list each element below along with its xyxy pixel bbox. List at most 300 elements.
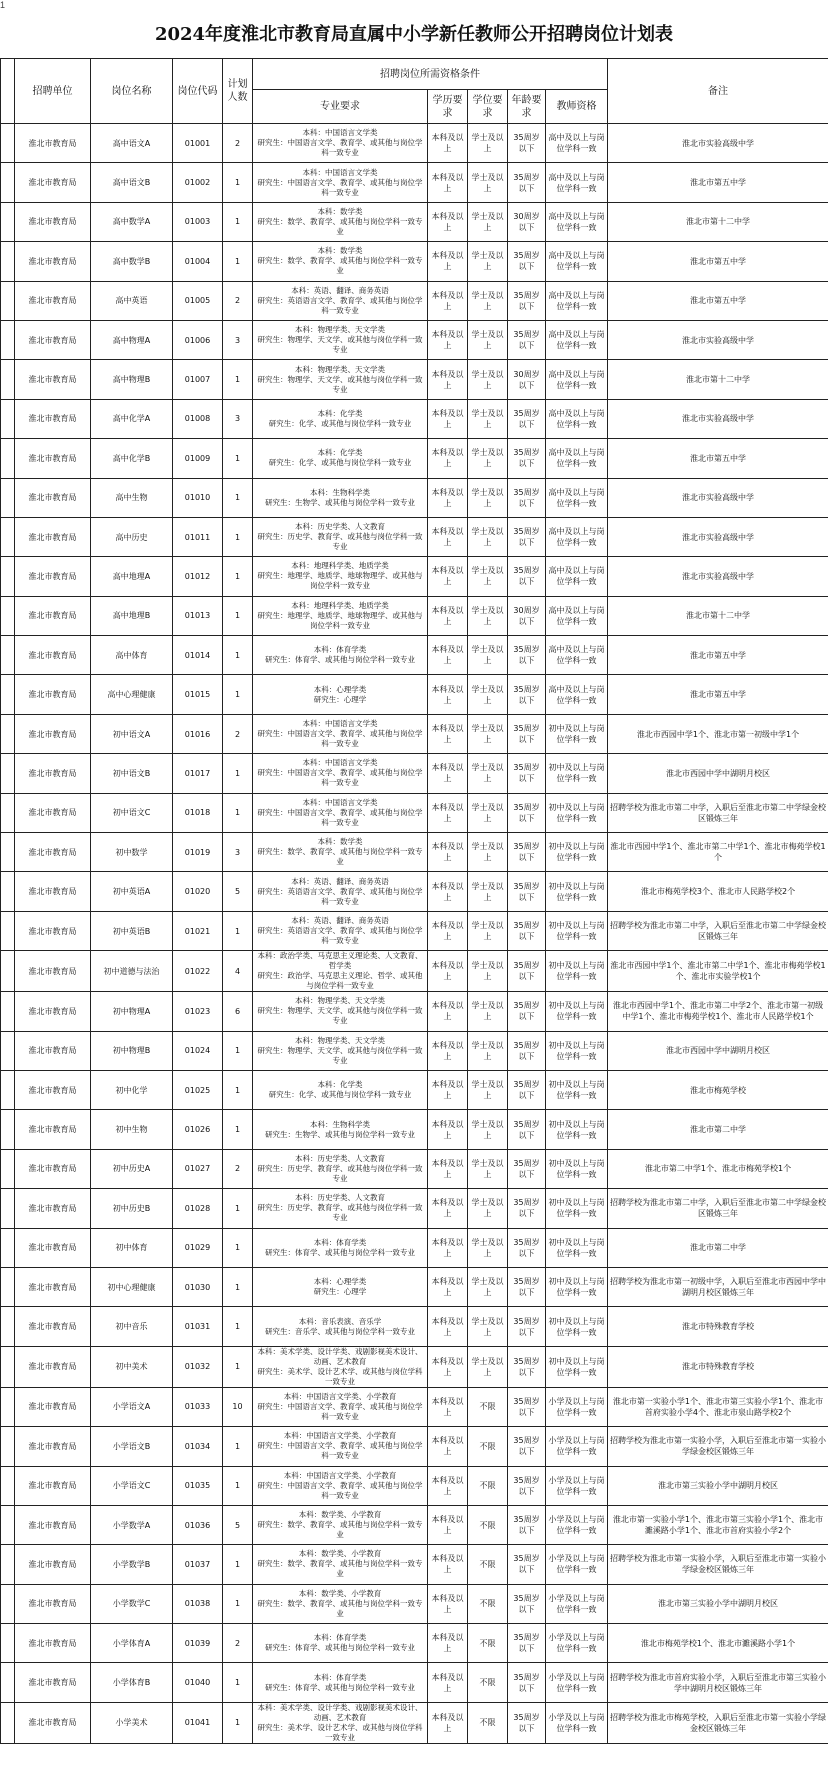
table-row	[1, 1070, 828, 1109]
cell-degree: 不限	[468, 1505, 508, 1544]
cell-position: 初中物理A	[91, 992, 173, 1031]
title-area	[0, 10, 828, 58]
cell-unit: 淮北市教育局	[15, 399, 91, 438]
cell-degree: 学士及以上	[468, 992, 508, 1031]
cell-unit: 淮北市教育局	[15, 1070, 91, 1109]
cell-code: 01039	[173, 1624, 223, 1663]
cell-education: 本科及以上	[428, 1228, 468, 1267]
cell-education: 本科及以上	[428, 1110, 468, 1149]
cell-education: 本科及以上	[428, 714, 468, 753]
cell-age: 35周岁以下	[508, 754, 546, 793]
cell-position: 小学语文B	[91, 1427, 173, 1466]
cell-degree: 学士及以上	[468, 124, 508, 163]
header-position: 岗位名称	[91, 59, 173, 124]
cell-code: 01009	[173, 439, 223, 478]
cell-index	[1, 793, 15, 832]
table-row	[1, 1663, 828, 1702]
cell-position: 高中生物	[91, 478, 173, 517]
table-row	[1, 439, 828, 478]
cell-code: 01025	[173, 1070, 223, 1109]
cell-remark: 淮北市第五中学	[608, 163, 828, 202]
cell-index	[1, 714, 15, 753]
cell-plan: 1	[223, 754, 253, 793]
cell-education: 本科及以上	[428, 439, 468, 478]
cell-age: 35周岁以下	[508, 636, 546, 675]
cell-degree: 不限	[468, 1702, 508, 1743]
cell-education: 本科及以上	[428, 872, 468, 911]
cell-degree: 学士及以上	[468, 281, 508, 320]
cell-education: 本科及以上	[428, 1545, 468, 1584]
cell-plan: 5	[223, 872, 253, 911]
cell-position: 高中物理B	[91, 360, 173, 399]
table-row	[1, 1110, 828, 1149]
cell-age: 35周岁以下	[508, 1545, 546, 1584]
table-row	[1, 517, 828, 556]
cell-index	[1, 1505, 15, 1544]
cell-age: 35周岁以下	[508, 793, 546, 832]
cell-education: 本科及以上	[428, 517, 468, 556]
cell-remark: 招聘学校为淮北市第二中学，入职后至淮北市第二中学绿金校区锻炼三年	[608, 1189, 828, 1228]
cell-plan: 1	[223, 1267, 253, 1306]
table-row	[1, 202, 828, 241]
cell-cert: 初中及以上与岗位学科一致	[546, 911, 608, 950]
cell-degree: 学士及以上	[468, 911, 508, 950]
cell-degree: 不限	[468, 1584, 508, 1623]
cell-index	[1, 1466, 15, 1505]
cell-remark: 淮北市第五中学	[608, 636, 828, 675]
cell-major: 本科：物理学类、天文学类 研究生：物理学、天文学、或其他与岗位学科一致专业	[253, 360, 428, 399]
cell-major: 本科：物理学类、天文学类 研究生：物理学、天文学、或其他与岗位学科一致专业	[253, 992, 428, 1031]
cell-unit: 淮北市教育局	[15, 1346, 91, 1387]
cell-position: 初中语文A	[91, 714, 173, 753]
cell-unit: 淮北市教育局	[15, 1307, 91, 1346]
cell-cert: 初中及以上与岗位学科一致	[546, 992, 608, 1031]
cell-code: 01004	[173, 242, 223, 281]
cell-unit: 淮北市教育局	[15, 517, 91, 556]
table-row	[1, 360, 828, 399]
cell-plan: 1	[223, 202, 253, 241]
table-row	[1, 281, 828, 320]
cell-unit: 淮北市教育局	[15, 951, 91, 992]
cell-index	[1, 675, 15, 714]
cell-remark: 淮北市西园中学1个、淮北市第一初级中学1个	[608, 714, 828, 753]
cell-code: 01040	[173, 1663, 223, 1702]
cell-cert: 初中及以上与岗位学科一致	[546, 1228, 608, 1267]
cell-education: 本科及以上	[428, 754, 468, 793]
cell-remark: 淮北市第十二中学	[608, 596, 828, 635]
cell-age: 35周岁以下	[508, 833, 546, 872]
cell-unit: 淮北市教育局	[15, 872, 91, 911]
cell-cert: 小学及以上与岗位学科一致	[546, 1624, 608, 1663]
cell-code: 01003	[173, 202, 223, 241]
cell-plan: 1	[223, 911, 253, 950]
header-education: 学历要求	[428, 90, 468, 124]
cell-age: 35周岁以下	[508, 1427, 546, 1466]
cell-remark: 淮北市第五中学	[608, 242, 828, 281]
cell-position: 高中心理健康	[91, 675, 173, 714]
cell-degree: 不限	[468, 1663, 508, 1702]
cell-code: 01024	[173, 1031, 223, 1070]
cell-plan: 2	[223, 1624, 253, 1663]
header-conditions: 招聘岗位所需资格条件	[253, 59, 608, 90]
cell-age: 35周岁以下	[508, 1031, 546, 1070]
cell-degree: 不限	[468, 1545, 508, 1584]
cell-position: 初中心理健康	[91, 1267, 173, 1306]
cell-plan: 2	[223, 1149, 253, 1188]
cell-age: 35周岁以下	[508, 951, 546, 992]
cell-position: 小学语文A	[91, 1387, 173, 1426]
cell-index	[1, 1663, 15, 1702]
recruitment-table	[0, 58, 828, 1744]
cell-remark: 淮北市实验高级中学	[608, 320, 828, 359]
cell-cert: 初中及以上与岗位学科一致	[546, 1031, 608, 1070]
cell-code: 01015	[173, 675, 223, 714]
cell-age: 35周岁以下	[508, 1110, 546, 1149]
cell-code: 01012	[173, 557, 223, 596]
cell-age: 35周岁以下	[508, 1584, 546, 1623]
cell-education: 本科及以上	[428, 793, 468, 832]
cell-code: 01007	[173, 360, 223, 399]
cell-degree: 学士及以上	[468, 1189, 508, 1228]
cell-degree: 学士及以上	[468, 1267, 508, 1306]
cell-remark: 淮北市西园中学1个、淮北市第二中学2个、淮北市第一初级中学1个、淮北市梅苑学校1个、淮北市人民路学校1个	[608, 992, 828, 1031]
cell-plan: 10	[223, 1387, 253, 1426]
cell-cert: 初中及以上与岗位学科一致	[546, 714, 608, 753]
cell-education: 本科及以上	[428, 636, 468, 675]
cell-education: 本科及以上	[428, 1624, 468, 1663]
cell-index	[1, 439, 15, 478]
cell-plan: 1	[223, 163, 253, 202]
cell-plan: 1	[223, 1189, 253, 1228]
cell-education: 本科及以上	[428, 1189, 468, 1228]
cell-degree: 学士及以上	[468, 478, 508, 517]
cell-major: 本科：历史学类、人文教育 研究生：历史学、教育学、或其他与岗位学科一致专业	[253, 1149, 428, 1188]
cell-position: 初中美术	[91, 1346, 173, 1387]
cell-major: 本科：中国语言文学类、小学教育 研究生：中国语言文学、教育学、或其他与岗位学科一致专业	[253, 1387, 428, 1426]
cell-education: 本科及以上	[428, 1584, 468, 1623]
cell-position: 初中英语B	[91, 911, 173, 950]
cell-cert: 小学及以上与岗位学科一致	[546, 1466, 608, 1505]
cell-plan: 5	[223, 1505, 253, 1544]
cell-age: 35周岁以下	[508, 320, 546, 359]
cell-major: 本科：数学类、小学教育 研究生：数学、教育学、或其他与岗位学科一致专业	[253, 1505, 428, 1544]
cell-position: 初中道德与法治	[91, 951, 173, 992]
cell-remark: 淮北市第三实验小学中湖明月校区	[608, 1466, 828, 1505]
cell-index	[1, 1031, 15, 1070]
cell-major: 本科：中国语言文学类、小学教育 研究生：中国语言文学、教育学、或其他与岗位学科一致专业	[253, 1427, 428, 1466]
cell-unit: 淮北市教育局	[15, 1466, 91, 1505]
cell-remark: 淮北市第五中学	[608, 439, 828, 478]
cell-unit: 淮北市教育局	[15, 1189, 91, 1228]
cell-unit: 淮北市教育局	[15, 1663, 91, 1702]
cell-age: 35周岁以下	[508, 911, 546, 950]
cell-position: 小学美术	[91, 1702, 173, 1743]
cell-unit: 淮北市教育局	[15, 1267, 91, 1306]
cell-plan: 1	[223, 1663, 253, 1702]
cell-code: 01002	[173, 163, 223, 202]
cell-remark: 淮北市梅苑学校	[608, 1070, 828, 1109]
cell-code: 01005	[173, 281, 223, 320]
cell-degree: 学士及以上	[468, 439, 508, 478]
cell-position: 高中语文A	[91, 124, 173, 163]
cell-unit: 淮北市教育局	[15, 557, 91, 596]
cell-plan: 1	[223, 1031, 253, 1070]
cell-code: 01038	[173, 1584, 223, 1623]
cell-plan: 1	[223, 557, 253, 596]
cell-unit: 淮北市教育局	[15, 992, 91, 1031]
cell-index	[1, 992, 15, 1031]
cell-education: 本科及以上	[428, 992, 468, 1031]
cell-major: 本科：数学类、小学教育 研究生：数学、教育学、或其他与岗位学科一致专业	[253, 1584, 428, 1623]
cell-code: 01014	[173, 636, 223, 675]
header-unit: 招聘单位	[15, 59, 91, 124]
cell-position: 初中语文C	[91, 793, 173, 832]
cell-remark: 招聘学校为淮北市第二中学，入职后至淮北市第二中学绿金校区锻炼三年	[608, 793, 828, 832]
cell-remark: 淮北市第十二中学	[608, 360, 828, 399]
cell-remark: 招聘学校为淮北市第一实验小学，入职后至淮北市第一实验小学绿金校区锻炼三年	[608, 1427, 828, 1466]
cell-index	[1, 320, 15, 359]
sheet-tag: 1	[0, 0, 6, 10]
cell-cert: 初中及以上与岗位学科一致	[546, 754, 608, 793]
cell-plan: 3	[223, 833, 253, 872]
cell-unit: 淮北市教育局	[15, 360, 91, 399]
header-plan: 计划人数	[223, 59, 253, 124]
cell-index	[1, 596, 15, 635]
cell-position: 高中数学B	[91, 242, 173, 281]
table-row	[1, 675, 828, 714]
cell-code: 01035	[173, 1466, 223, 1505]
cell-education: 本科及以上	[428, 675, 468, 714]
cell-plan: 1	[223, 1427, 253, 1466]
cell-code: 01017	[173, 754, 223, 793]
cell-remark: 淮北市第二中学	[608, 1228, 828, 1267]
cell-cert: 高中及以上与岗位学科一致	[546, 596, 608, 635]
table-row	[1, 1545, 828, 1584]
table-row	[1, 911, 828, 950]
cell-degree: 学士及以上	[468, 1346, 508, 1387]
cell-remark: 招聘学校为淮北市梅苑学校，入职后至淮北市第一实验小学绿金校区锻炼三年	[608, 1702, 828, 1743]
cell-major: 本科：心理学类 研究生：心理学	[253, 1267, 428, 1306]
cell-age: 30周岁以下	[508, 202, 546, 241]
cell-degree: 学士及以上	[468, 399, 508, 438]
cell-age: 35周岁以下	[508, 1466, 546, 1505]
cell-code: 01023	[173, 992, 223, 1031]
cell-plan: 2	[223, 281, 253, 320]
cell-unit: 淮北市教育局	[15, 675, 91, 714]
cell-index	[1, 872, 15, 911]
cell-remark: 淮北市西园中学1个、淮北市第二中学1个、淮北市梅苑学校1个	[608, 833, 828, 872]
table-row	[1, 242, 828, 281]
cell-age: 30周岁以下	[508, 596, 546, 635]
cell-position: 高中地理A	[91, 557, 173, 596]
cell-cert: 高中及以上与岗位学科一致	[546, 517, 608, 556]
cell-code: 01020	[173, 872, 223, 911]
cell-position: 初中生物	[91, 1110, 173, 1149]
cell-degree: 学士及以上	[468, 320, 508, 359]
cell-education: 本科及以上	[428, 1307, 468, 1346]
cell-age: 35周岁以下	[508, 1702, 546, 1743]
cell-cert: 小学及以上与岗位学科一致	[546, 1387, 608, 1426]
cell-education: 本科及以上	[428, 557, 468, 596]
table-body	[1, 124, 828, 1744]
cell-position: 小学数学B	[91, 1545, 173, 1584]
cell-degree: 学士及以上	[468, 793, 508, 832]
cell-education: 本科及以上	[428, 1346, 468, 1387]
cell-education: 本科及以上	[428, 163, 468, 202]
cell-major: 本科：体育学类 研究生：体育学、或其他与岗位学科一致专业	[253, 636, 428, 675]
cell-position: 小学数学A	[91, 1505, 173, 1544]
cell-unit: 淮北市教育局	[15, 242, 91, 281]
table-row	[1, 1624, 828, 1663]
cell-education: 本科及以上	[428, 1702, 468, 1743]
table-row	[1, 1505, 828, 1544]
cell-index	[1, 1228, 15, 1267]
cell-degree: 学士及以上	[468, 872, 508, 911]
cell-position: 初中英语A	[91, 872, 173, 911]
cell-index	[1, 951, 15, 992]
cell-cert: 高中及以上与岗位学科一致	[546, 320, 608, 359]
cell-age: 35周岁以下	[508, 163, 546, 202]
cell-position: 初中历史B	[91, 1189, 173, 1228]
cell-age: 35周岁以下	[508, 1267, 546, 1306]
cell-remark: 淮北市特殊教育学校	[608, 1346, 828, 1387]
cell-major: 本科：音乐表演、音乐学 研究生：音乐学、或其他与岗位学科一致专业	[253, 1307, 428, 1346]
cell-plan: 1	[223, 242, 253, 281]
cell-plan: 1	[223, 1584, 253, 1623]
cell-age: 35周岁以下	[508, 478, 546, 517]
cell-plan: 1	[223, 439, 253, 478]
cell-unit: 淮北市教育局	[15, 1228, 91, 1267]
cell-position: 小学数学C	[91, 1584, 173, 1623]
cell-remark: 招聘学校为淮北市第二中学，入职后至淮北市第二中学绿金校区锻炼三年	[608, 911, 828, 950]
cell-remark: 淮北市西园中学中湖明月校区	[608, 1031, 828, 1070]
cell-degree: 学士及以上	[468, 1070, 508, 1109]
cell-index	[1, 1267, 15, 1306]
cell-cert: 初中及以上与岗位学科一致	[546, 1307, 608, 1346]
cell-plan: 3	[223, 320, 253, 359]
cell-major: 本科：政治学类、马克思主义理论类、人文教育、哲学类 研究生：政治学、马克思主义理论、哲学、或其他与岗位学科一致专业	[253, 951, 428, 992]
cell-plan: 1	[223, 596, 253, 635]
cell-cert: 高中及以上与岗位学科一致	[546, 439, 608, 478]
cell-position: 高中语文B	[91, 163, 173, 202]
cell-position: 小学体育A	[91, 1624, 173, 1663]
cell-plan: 6	[223, 992, 253, 1031]
cell-cert: 初中及以上与岗位学科一致	[546, 793, 608, 832]
cell-code: 01011	[173, 517, 223, 556]
cell-plan: 4	[223, 951, 253, 992]
cell-remark: 淮北市梅苑学校3个、淮北市人民路学校2个	[608, 872, 828, 911]
cell-code: 01041	[173, 1702, 223, 1743]
cell-index	[1, 517, 15, 556]
table-row	[1, 596, 828, 635]
cell-cert: 高中及以上与岗位学科一致	[546, 242, 608, 281]
table-row	[1, 793, 828, 832]
cell-unit: 淮北市教育局	[15, 1624, 91, 1663]
cell-index	[1, 754, 15, 793]
cell-education: 本科及以上	[428, 1505, 468, 1544]
cell-code: 01001	[173, 124, 223, 163]
cell-cert: 高中及以上与岗位学科一致	[546, 478, 608, 517]
cell-plan: 1	[223, 1307, 253, 1346]
table-row	[1, 1702, 828, 1743]
cell-major: 本科：心理学类 研究生：心理学	[253, 675, 428, 714]
cell-code: 01033	[173, 1387, 223, 1426]
cell-unit: 淮北市教育局	[15, 1427, 91, 1466]
table-row	[1, 951, 828, 992]
cell-remark: 淮北市实验高级中学	[608, 557, 828, 596]
cell-position: 初中化学	[91, 1070, 173, 1109]
table-row	[1, 163, 828, 202]
cell-education: 本科及以上	[428, 202, 468, 241]
cell-code: 01032	[173, 1346, 223, 1387]
cell-major: 本科：中国语言文学类 研究生：中国语言文学、教育学、或其他与岗位学科一致专业	[253, 754, 428, 793]
cell-degree: 学士及以上	[468, 1149, 508, 1188]
cell-age: 35周岁以下	[508, 399, 546, 438]
table-row	[1, 1346, 828, 1387]
cell-major: 本科：生物科学类 研究生：生物学、或其他与岗位学科一致专业	[253, 1110, 428, 1149]
cell-cert: 小学及以上与岗位学科一致	[546, 1663, 608, 1702]
cell-unit: 淮北市教育局	[15, 281, 91, 320]
table-row	[1, 754, 828, 793]
cell-education: 本科及以上	[428, 1387, 468, 1426]
cell-degree: 不限	[468, 1427, 508, 1466]
cell-remark: 淮北市梅苑学校1个、淮北市濉溪路小学1个	[608, 1624, 828, 1663]
cell-degree: 学士及以上	[468, 557, 508, 596]
cell-index	[1, 124, 15, 163]
cell-position: 初中体育	[91, 1228, 173, 1267]
cell-remark: 淮北市第一实验小学1个、淮北市第三实验小学1个、淮北市首府实验小学4个、淮北市泉山路学校2个	[608, 1387, 828, 1426]
cell-position: 初中音乐	[91, 1307, 173, 1346]
table-row	[1, 1267, 828, 1306]
cell-age: 35周岁以下	[508, 242, 546, 281]
cell-plan: 1	[223, 636, 253, 675]
cell-degree: 学士及以上	[468, 951, 508, 992]
cell-age: 35周岁以下	[508, 1228, 546, 1267]
cell-major: 本科：中国语言文学类 研究生：中国语言文学、教育学、或其他与岗位学科一致专业	[253, 714, 428, 753]
cell-cert: 高中及以上与岗位学科一致	[546, 281, 608, 320]
cell-index	[1, 1584, 15, 1623]
header-degree: 学位要求	[468, 90, 508, 124]
cell-index	[1, 281, 15, 320]
cell-age: 35周岁以下	[508, 1149, 546, 1188]
cell-unit: 淮北市教育局	[15, 754, 91, 793]
cell-position: 高中地理B	[91, 596, 173, 635]
cell-code: 01028	[173, 1189, 223, 1228]
cell-major: 本科：中国语言文学类 研究生：中国语言文学、教育学、或其他与岗位学科一致专业	[253, 793, 428, 832]
cell-remark: 淮北市第二中学	[608, 1110, 828, 1149]
cell-code: 01006	[173, 320, 223, 359]
cell-cert: 初中及以上与岗位学科一致	[546, 872, 608, 911]
cell-degree: 学士及以上	[468, 202, 508, 241]
cell-degree: 学士及以上	[468, 360, 508, 399]
cell-plan: 1	[223, 1228, 253, 1267]
cell-remark: 淮北市西园中学中湖明月校区	[608, 754, 828, 793]
cell-major: 本科：英语、翻译、商务英语 研究生：英语语言文学、教育学、或其他与岗位学科一致专业	[253, 872, 428, 911]
table-row	[1, 1427, 828, 1466]
header-code: 岗位代码	[173, 59, 223, 124]
cell-position: 高中体育	[91, 636, 173, 675]
cell-degree: 不限	[468, 1387, 508, 1426]
cell-remark: 淮北市第二中学1个、淮北市梅苑学校1个	[608, 1149, 828, 1188]
cell-age: 35周岁以下	[508, 992, 546, 1031]
cell-major: 本科：数学类、小学教育 研究生：数学、教育学、或其他与岗位学科一致专业	[253, 1545, 428, 1584]
cell-remark: 淮北市实验高级中学	[608, 124, 828, 163]
cell-degree: 学士及以上	[468, 714, 508, 753]
table-row	[1, 1189, 828, 1228]
cell-degree: 学士及以上	[468, 596, 508, 635]
table-row	[1, 1307, 828, 1346]
cell-code: 01036	[173, 1505, 223, 1544]
